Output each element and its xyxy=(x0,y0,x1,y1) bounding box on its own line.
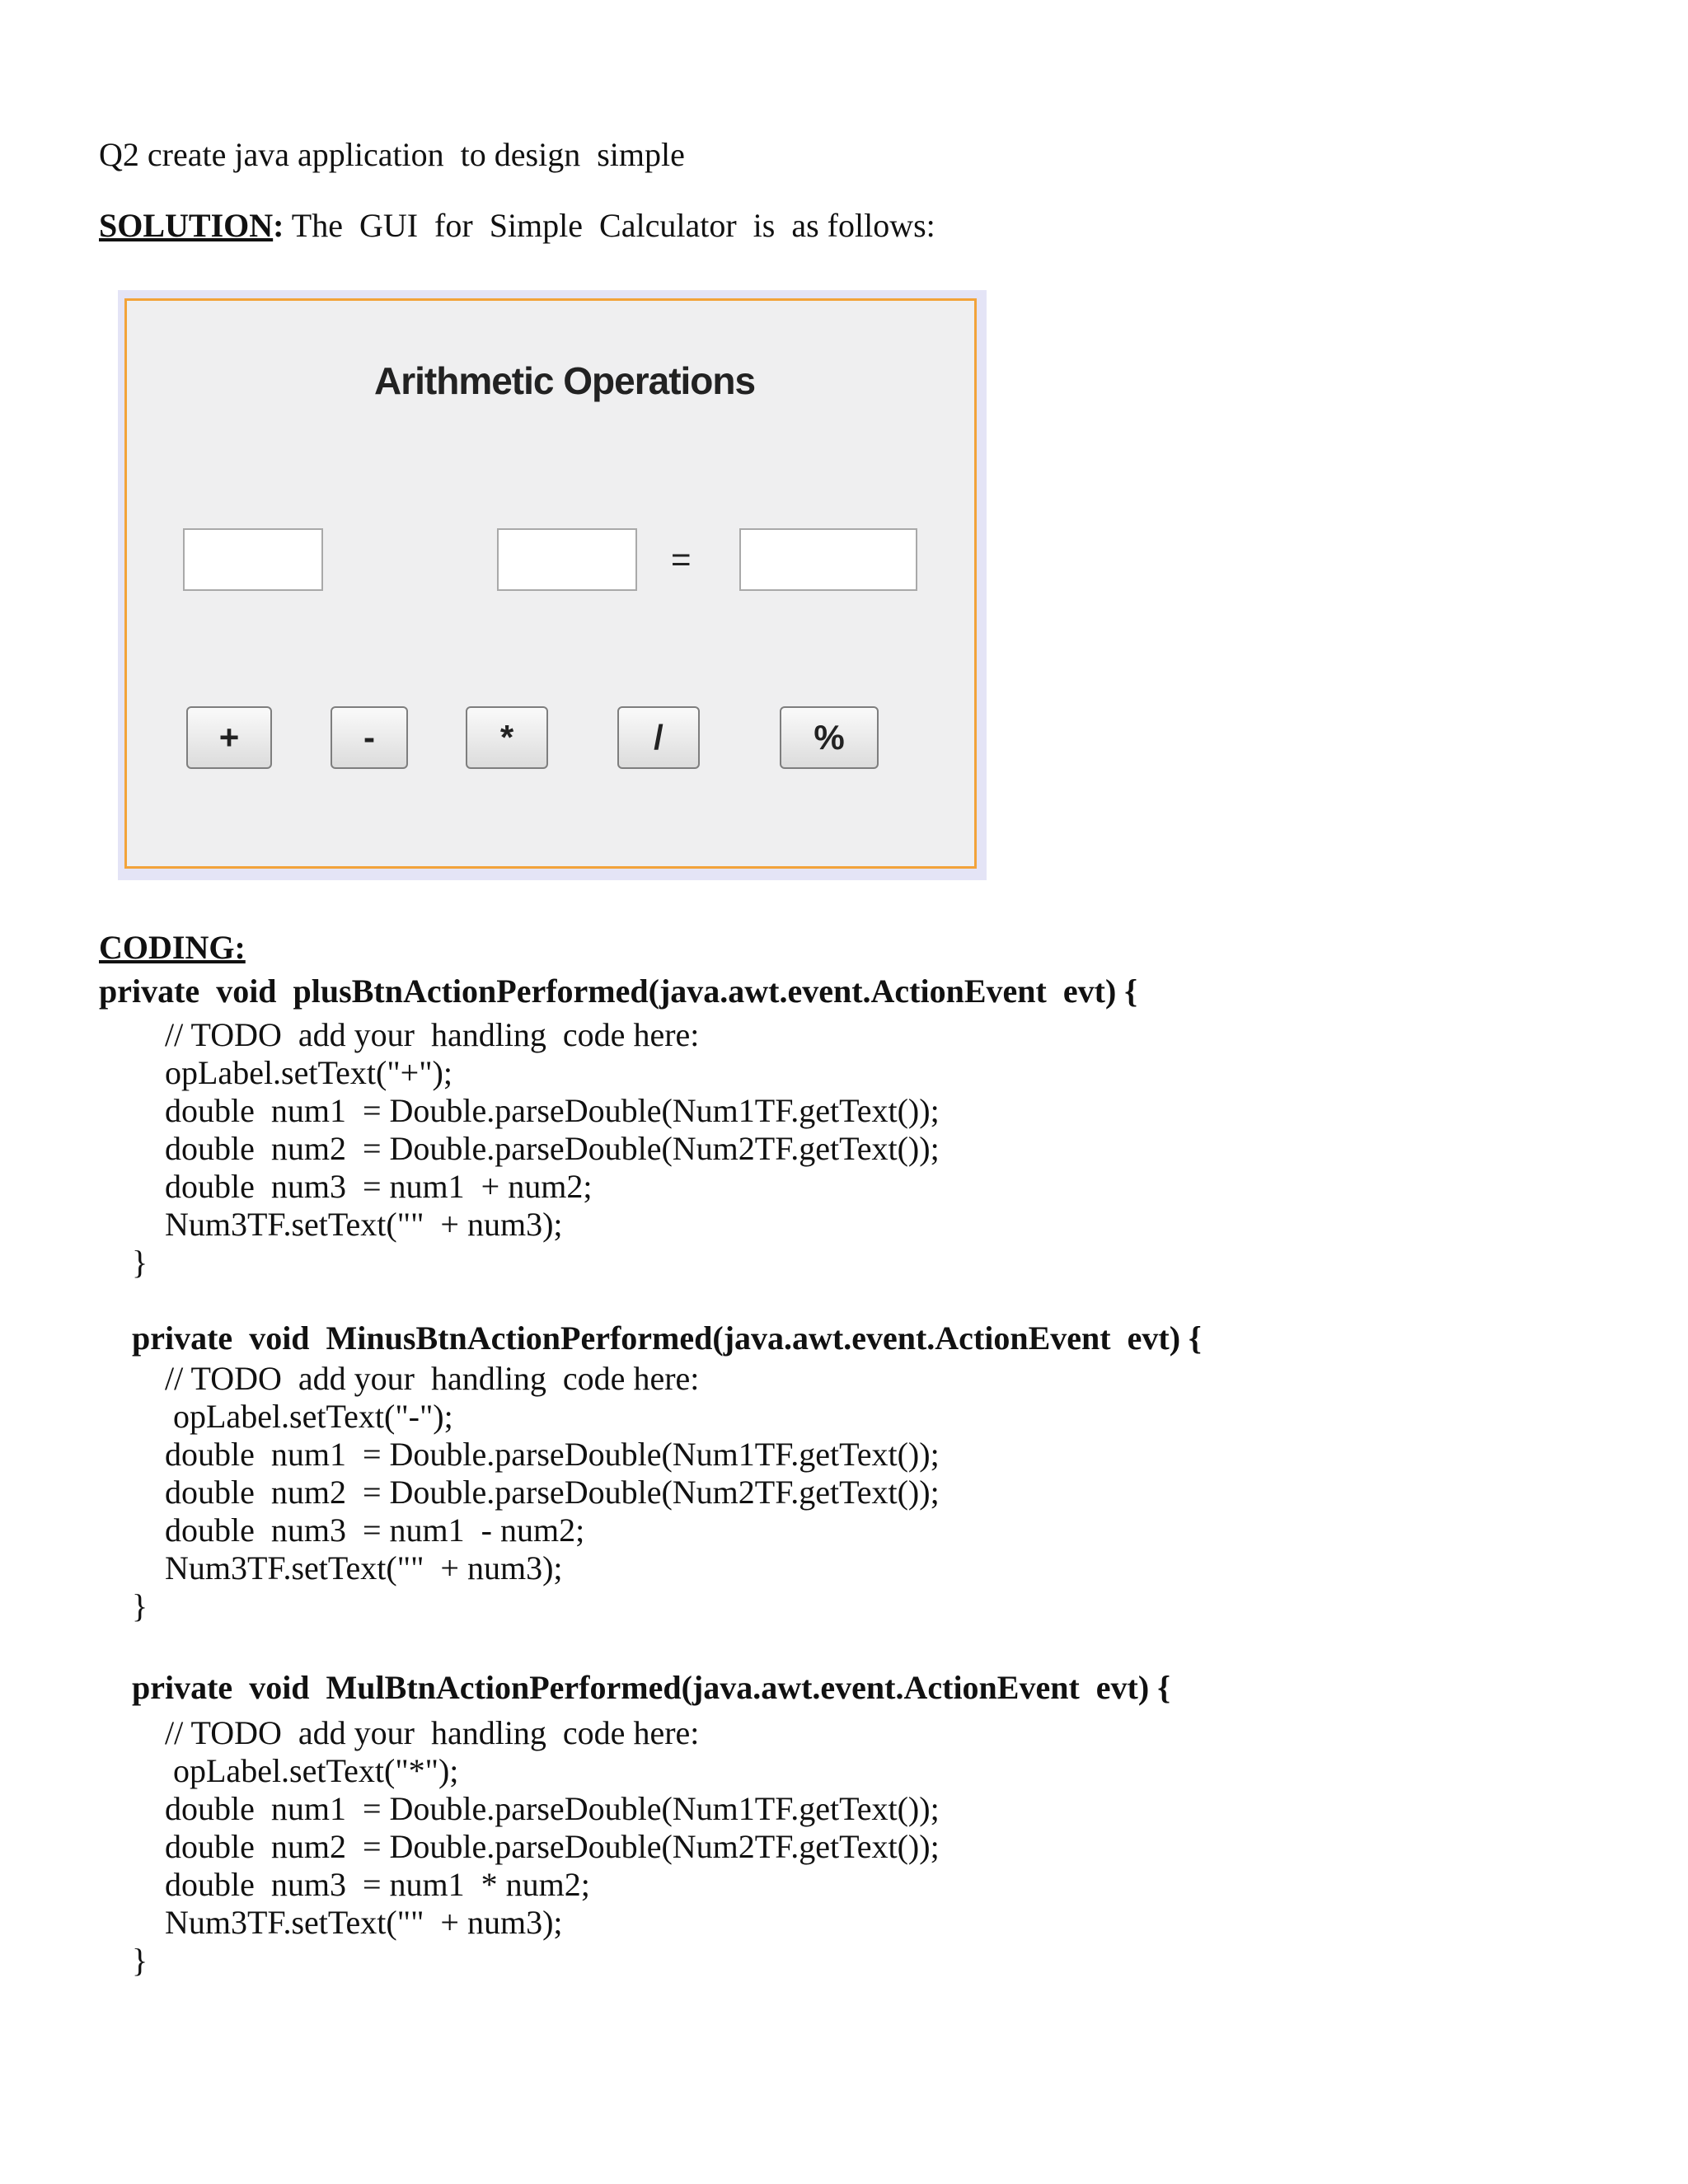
code-line-2: // TODO add your handling code here: xyxy=(165,1016,700,1053)
solution-line xyxy=(99,206,935,246)
code-line-17: private void MulBtnActionPerformed(java.awt.event.ActionEvent evt) { xyxy=(132,1669,1170,1706)
code-line-12: double num1 = Double.parseDouble(Num1TF.getText()); xyxy=(165,1436,940,1473)
equals-label: = xyxy=(671,540,692,579)
solution-text: The GUI for Simple Calculator is as follows: xyxy=(284,207,935,244)
code-line-6: double num3 = num1 + num2; xyxy=(165,1168,593,1205)
code-line-16: } xyxy=(132,1587,148,1624)
result-textfield[interactable] xyxy=(739,528,917,591)
multiply-button[interactable]: * xyxy=(466,706,548,769)
plus-button[interactable]: + xyxy=(186,706,272,769)
gui-title: Arithmetic Operations xyxy=(374,359,756,402)
code-line-4: double num1 = Double.parseDouble(Num1TF.getText()); xyxy=(165,1092,940,1129)
percent-button[interactable]: % xyxy=(780,706,879,769)
code-line-3: opLabel.setText("+"); xyxy=(165,1054,452,1091)
code-line-13: double num2 = Double.parseDouble(Num2TF.getText()); xyxy=(165,1474,940,1511)
code-line-20: double num1 = Double.parseDouble(Num1TF.getText()); xyxy=(165,1790,940,1827)
code-line-8: } xyxy=(132,1244,148,1281)
code-line-22: double num3 = num1 * num2; xyxy=(165,1866,590,1903)
calculator-gui-screenshot xyxy=(118,290,987,880)
question-text: Q2 create java application to design simple xyxy=(99,136,685,173)
code-line-5: double num2 = Double.parseDouble(Num2TF.getText()); xyxy=(165,1130,940,1167)
divide-button[interactable]: / xyxy=(617,706,700,769)
coding-heading: CODING: xyxy=(99,929,246,966)
calculator-frame xyxy=(124,298,977,869)
num1-textfield[interactable] xyxy=(183,528,323,591)
code-line-21: double num2 = Double.parseDouble(Num2TF.getText()); xyxy=(165,1828,940,1865)
code-line-18: // TODO add your handling code here: xyxy=(165,1714,700,1751)
minus-button[interactable]: - xyxy=(331,706,408,769)
code-line-9: private void MinusBtnActionPerformed(java.awt.event.ActionEvent evt) { xyxy=(132,1319,1202,1357)
code-line-23: Num3TF.setText("" + num3); xyxy=(165,1904,563,1941)
code-line-7: Num3TF.setText("" + num3); xyxy=(165,1206,563,1243)
code-line-24: } xyxy=(132,1942,148,1979)
code-line-1: private void plusBtnActionPerformed(java.awt.event.ActionEvent evt) { xyxy=(99,972,1138,1010)
num2-textfield[interactable] xyxy=(497,528,637,591)
code-line-14: double num3 = num1 - num2; xyxy=(165,1511,585,1549)
code-line-15: Num3TF.setText("" + num3); xyxy=(165,1549,563,1586)
code-line-19: opLabel.setText("*"); xyxy=(165,1752,459,1789)
solution-label: SOLUTION xyxy=(99,207,274,244)
code-line-10: // TODO add your handling code here: xyxy=(165,1360,700,1397)
solution-colon: : xyxy=(273,207,284,244)
code-line-11: opLabel.setText("-"); xyxy=(165,1398,453,1435)
